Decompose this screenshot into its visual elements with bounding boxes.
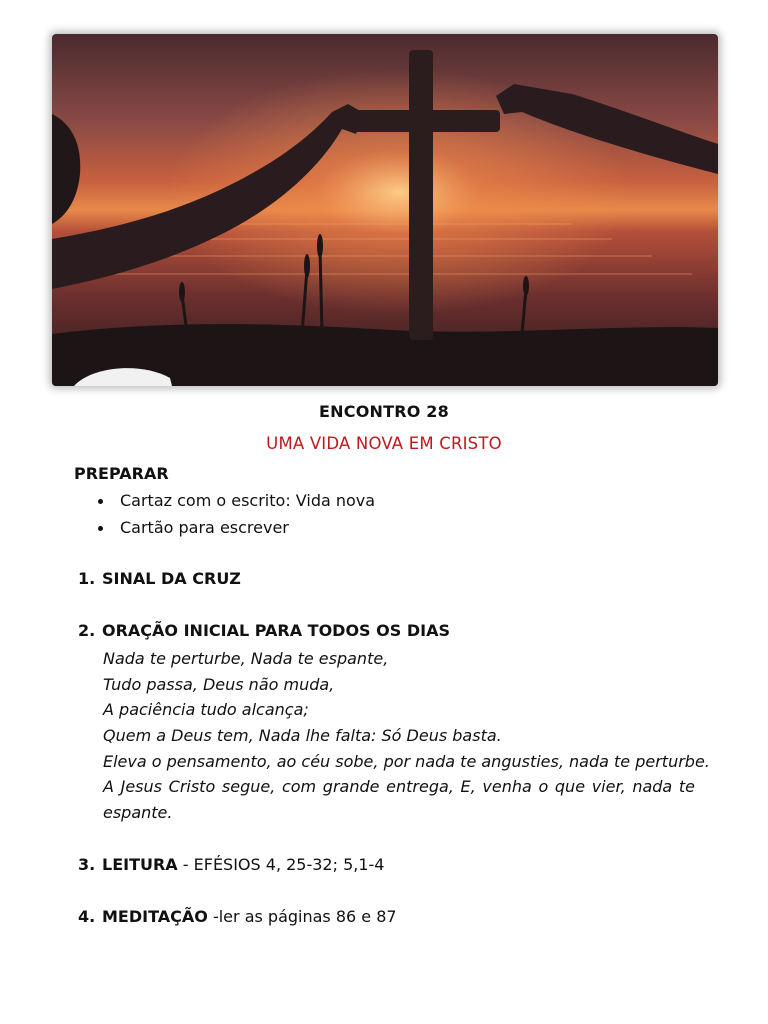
- bullet-icon: [98, 499, 103, 504]
- prayer-line: A Jesus Cristo segue, com grande entrega, E, venha o que vier, nada te: [103, 777, 695, 797]
- section-opening-prayer: 2. ORAÇÃO INICIAL PARA TODOS OS DIAS: [78, 621, 450, 640]
- page-title: UMA VIDA NOVA EM CRISTO: [266, 434, 502, 453]
- prayer-line: Eleva o pensamento, ao céu sobe, por nada te angusties, nada te perturbe.: [103, 751, 710, 771]
- prepare-heading: PREPARAR: [74, 464, 169, 483]
- cross-sunset-photo: [52, 34, 718, 386]
- section-sign-of-cross: 1. SINAL DA CRUZ: [78, 569, 241, 588]
- list-item: Cartaz com o escrito: Vida nova: [96, 490, 375, 517]
- prayer-line: espante.: [103, 803, 173, 823]
- prepare-list: [96, 490, 375, 544]
- prayer-line: A paciência tudo alcança;: [103, 700, 309, 720]
- encounter-number: ENCONTRO 28: [319, 402, 449, 421]
- prayer-line: Tudo passa, Deus não muda,: [103, 674, 335, 694]
- prayer-text: [103, 648, 710, 828]
- prayer-line: Quem a Deus tem, Nada lhe falta: Só Deus basta.: [103, 726, 502, 746]
- prayer-line: Nada te perturbe, Nada te espante,: [103, 649, 389, 668]
- bullet-icon: [98, 526, 103, 531]
- section-reading: 3. LEITURA - EFÉSIOS 4, 25-32; 5,1-4: [78, 855, 385, 874]
- section-meditation: 4. MEDITAÇÃO -ler as páginas 86 e 87: [78, 907, 397, 926]
- list-item: Cartão para escrever: [96, 517, 375, 544]
